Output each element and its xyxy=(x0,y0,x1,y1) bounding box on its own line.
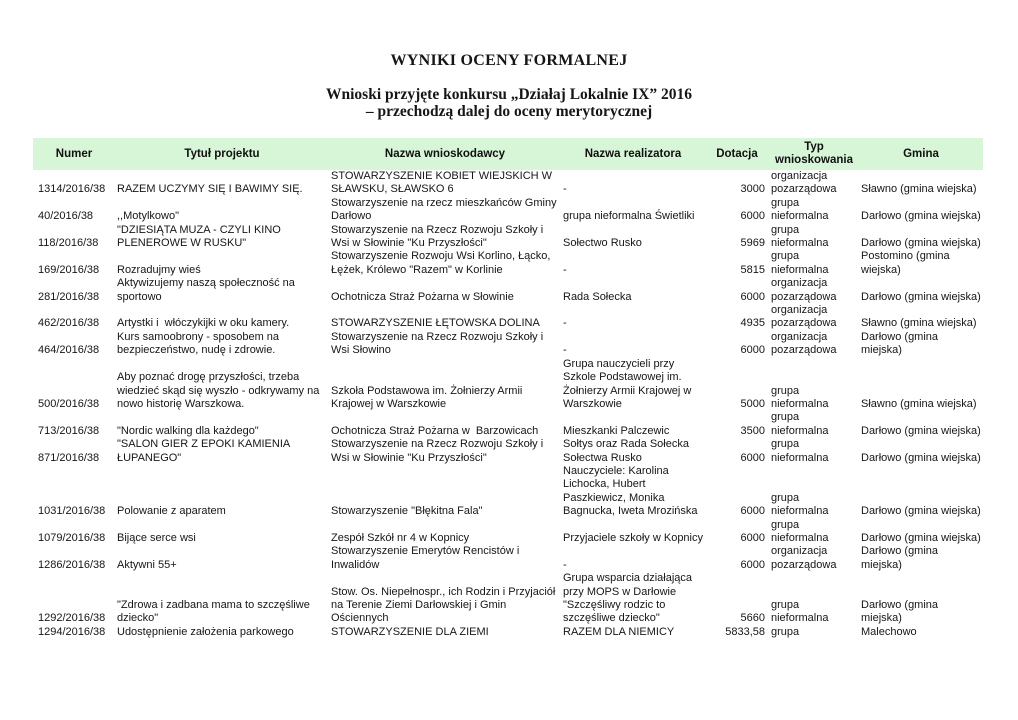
cell-implementer-name: Grupa wsparcia działająca przy MOPS w Darłowie "Szczęśliwy rodzic to szczęśliwe dziecko" xyxy=(563,572,696,625)
table-row xyxy=(33,170,983,197)
cell-municipality: Darłowo (gmina wiejska) xyxy=(861,451,981,464)
column-header-project-title: Tytuł projektu xyxy=(115,138,329,170)
cell-application-type: grupa xyxy=(771,625,800,638)
cell-applicant-name: Stowarzyszenie Emerytów Rencistów i Inwalidów xyxy=(331,545,523,571)
cell-grant-amount: 6000 xyxy=(740,344,765,357)
cell-grant-amount: 6000 xyxy=(740,451,765,464)
table-row xyxy=(33,411,983,438)
cell-applicant-name: STOWARZYSZENIE DLA ZIEMI xyxy=(331,625,489,638)
cell-municipality: Sławno (gmina wiejska) xyxy=(861,183,977,196)
cell-application-type: grupa nieformalna xyxy=(771,250,829,276)
cell-applicant-name: STOWARZYSZENIE ŁĘTOWSKA DOLINA xyxy=(331,317,540,330)
cell-numer: 871/2016/38 xyxy=(38,451,100,464)
cell-grant-amount: 5833,58 xyxy=(725,625,765,638)
table-row xyxy=(33,572,983,626)
cell-municipality: Darłowo (gmina wiejska) xyxy=(861,531,981,544)
table-row xyxy=(33,358,983,412)
cell-implementer-name: - xyxy=(563,183,567,196)
table-row xyxy=(33,545,983,572)
cell-project-title: Aktywizujemy naszą społeczność na sportowo xyxy=(117,277,298,303)
cell-municipality: Darłowo (gmina wiejska) xyxy=(861,424,981,437)
table-row xyxy=(33,197,983,224)
cell-grant-amount: 5000 xyxy=(740,397,765,410)
table-row xyxy=(33,626,983,639)
cell-implementer-name: Mieszkanki Palczewic xyxy=(563,424,670,437)
table-row xyxy=(33,250,983,277)
table-row xyxy=(33,277,983,304)
table-header-row xyxy=(33,138,983,170)
cell-implementer-name: - xyxy=(563,344,567,357)
cell-applicant-name: Zespół Szkół nr 4 w Kopnicy xyxy=(331,531,470,544)
cell-municipality: Darłowo (gmina wiejska) xyxy=(861,505,981,518)
cell-application-type: grupa nieformalna xyxy=(771,411,829,437)
column-header-application-type: Typ wnioskowania xyxy=(769,138,859,170)
cell-numer: 281/2016/38 xyxy=(38,290,100,303)
cell-numer: 118/2016/38 xyxy=(38,237,99,250)
cell-municipality: Malechowo xyxy=(861,625,917,638)
cell-grant-amount: 3000 xyxy=(740,183,765,196)
cell-project-title: "SALON GIER Z EPOKI KAMIENIA ŁUPANEGO" xyxy=(117,438,293,464)
cell-application-type: grupa nieformalna xyxy=(771,223,829,250)
cell-grant-amount: 3500 xyxy=(740,424,765,437)
column-header-municipality: Gmina xyxy=(859,138,983,170)
cell-applicant-name: Stowarzyszenie "Błękitna Fala" xyxy=(331,505,483,518)
table-row xyxy=(33,331,983,358)
cell-grant-amount: 5660 xyxy=(740,612,765,625)
cell-applicant-name: Ochotnicza Straż Pożarna w Słowinie xyxy=(331,290,514,303)
cell-implementer-name: Przyjaciele szkoły w Kopnicy xyxy=(563,531,703,544)
subtitle-line-1: Wnioski przyjęte konkursu „Działaj Lokalnie IX” 2016 xyxy=(325,86,692,103)
cell-applicant-name: STOWARZYSZENIE KOBIET WIEJSKICH W SŁAWSKU, SŁAWSKO 6 xyxy=(331,170,556,196)
cell-project-title: Bijące serce wsi xyxy=(117,531,196,544)
column-header-implementer-name: Nazwa realizatora xyxy=(561,138,705,170)
cell-numer: 462/2016/38 xyxy=(38,317,100,330)
subtitle-line-2: – przechodzą dalej do oceny merytorycznej xyxy=(365,103,653,120)
cell-implementer-name: Rada Sołecka xyxy=(563,290,632,303)
cell-implementer-name: grupa nieformalna Świetliki xyxy=(563,210,695,223)
cell-grant-amount: 6000 xyxy=(740,558,765,571)
cell-applicant-name: Szkoła Podstawowa im. Żołnierzy Armii Krajowej w Warszkowie xyxy=(331,384,526,410)
cell-applicant-name: Stowarzyszenie na Rzecz Rozwoju Szkoły i Wsi Słowino xyxy=(331,330,547,357)
cell-application-type: grupa nieformalna xyxy=(771,384,829,410)
table-row xyxy=(33,304,983,331)
cell-implementer-name: - xyxy=(563,317,567,330)
page-subtitle xyxy=(0,86,1018,120)
cell-application-type: organizacja pozarządowa xyxy=(771,304,837,330)
cell-numer: 40/2016/38 xyxy=(38,210,94,223)
cell-numer: 464/2016/38 xyxy=(38,344,100,357)
cell-municipality: Darłowo (gmina wiejska) xyxy=(861,290,981,303)
table-body xyxy=(33,170,983,639)
cell-numer: 1292/2016/38 xyxy=(38,612,106,625)
cell-numer: 713/2016/38 xyxy=(38,424,100,437)
cell-application-type: grupa nieformalna xyxy=(771,599,829,625)
cell-municipality: Darłowo (gmina wiejska) xyxy=(861,237,981,250)
table-row xyxy=(33,519,983,546)
cell-project-title: Kurs samoobrony - sposobem na bezpieczeństwo, nudę i zdrowie. xyxy=(117,330,283,357)
cell-application-type: grupa nieformalna xyxy=(771,196,829,223)
cell-application-type: grupa nieformalna xyxy=(771,438,829,464)
cell-application-type: organizacja pozarządowa xyxy=(771,330,837,357)
cell-project-title: RAZEM UCZYMY SIĘ I BAWIMY SIĘ. xyxy=(117,183,303,196)
cell-project-title: Aby poznać drogę przyszłości, trzeba wiedzieć skąd się wyszło - odkrywamy na nowo historię Warszkowa. xyxy=(117,371,323,410)
cell-implementer-name: Grupa nauczycieli przy Szkole Podstawowej im. Żołnierzy Armii Krajowej w Warszkowie xyxy=(563,357,695,410)
cell-numer: 1031/2016/38 xyxy=(38,505,106,518)
cell-project-title: "DZIESIĄTA MUZA - CZYLI KINO PLENEROWE W RUSKU" xyxy=(117,223,284,250)
table-row xyxy=(33,224,983,251)
cell-implementer-name: Sołtys oraz Rada Sołecka Sołectwa Rusko xyxy=(563,438,693,464)
cell-application-type: organizacja pozarządowa xyxy=(771,545,837,571)
cell-grant-amount: 4935 xyxy=(740,317,765,330)
cell-applicant-name: Stowarzyszenie na Rzecz Rozwoju Szkoły i Wsi w Słowinie "Ku Przyszłości" xyxy=(331,223,547,250)
cell-grant-amount: 6000 xyxy=(740,531,765,544)
cell-numer: 1079/2016/38 xyxy=(38,531,106,544)
cell-grant-amount: 6000 xyxy=(740,210,765,223)
cell-municipality: Darłowo (gmina miejska) xyxy=(861,545,942,571)
table-header xyxy=(33,138,983,170)
cell-grant-amount: 5969 xyxy=(740,237,765,250)
cell-project-title: "Zdrowa i zadbana mama to szczęśliwe dziecko" xyxy=(117,599,313,625)
cell-application-type: grupa nieformalna xyxy=(771,491,829,518)
results-table xyxy=(33,138,983,639)
cell-application-type: grupa nieformalna xyxy=(771,518,829,544)
cell-grant-amount: 6000 xyxy=(740,505,765,518)
cell-project-title: ,,Motylkowo" xyxy=(117,210,179,223)
cell-project-title: Artystki i włóczykijki w oku kamery. xyxy=(117,317,290,330)
cell-application-type: organizacja pozarządowa xyxy=(771,277,837,303)
cell-applicant-name: Stow. Os. Niepełnospr., ich Rodzin i Przyjaciół na Terenie Ziemi Darłowskiej i Gmin Ościennych xyxy=(331,585,559,625)
column-header-grant-amount: Dotacja xyxy=(705,138,769,170)
cell-implementer-name: Nauczyciele: Karolina Lichocka, Hubert Paszkiewicz, Monika Bagnucka, Iweta Mrozińska xyxy=(563,464,698,518)
cell-project-title: Rozradujmy wieś xyxy=(117,263,201,276)
table-row xyxy=(33,465,983,519)
cell-implementer-name: - xyxy=(563,558,567,571)
cell-project-title: Aktywni 55+ xyxy=(117,558,177,571)
cell-municipality: Darłowo (gmina miejska) xyxy=(861,330,942,357)
page-title: WYNIKI OCENY FORMALNEJ xyxy=(390,52,628,69)
cell-project-title: Polowanie z aparatem xyxy=(117,505,226,518)
cell-grant-amount: 5815 xyxy=(740,263,765,276)
cell-numer: 1294/2016/38 xyxy=(38,625,106,638)
cell-project-title: Udostępnienie założenia parkowego xyxy=(117,625,294,638)
cell-project-title: "Nordic walking dla każdego" xyxy=(117,424,259,437)
table-row xyxy=(33,438,983,465)
cell-numer: 500/2016/38 xyxy=(38,397,100,410)
cell-municipality: Darłowo (gmina miejska) xyxy=(861,599,942,625)
cell-numer: 1314/2016/38 xyxy=(38,183,106,196)
cell-implementer-name: RAZEM DLA NIEMICY xyxy=(563,625,675,638)
cell-application-type: organizacja pozarządowa xyxy=(771,170,837,196)
cell-grant-amount: 6000 xyxy=(740,290,765,303)
cell-implementer-name: - xyxy=(563,263,567,276)
cell-applicant-name: Ochotnicza Straż Pożarna w Barzowicach xyxy=(331,424,539,437)
column-header-applicant-name: Nazwa wnioskodawcy xyxy=(329,138,561,170)
cell-implementer-name: Sołectwo Rusko xyxy=(563,237,642,250)
cell-municipality: Sławno (gmina wiejska) xyxy=(861,397,977,410)
cell-applicant-name: Stowarzyszenie na Rzecz Rozwoju Szkoły i Wsi w Słowinie "Ku Przyszłości" xyxy=(331,438,547,464)
column-header-numer: Numer xyxy=(33,138,115,170)
cell-municipality: Postomino (gmina wiejska) xyxy=(861,250,953,276)
cell-municipality: Darłowo (gmina wiejska) xyxy=(861,210,981,223)
cell-applicant-name: Stowarzyszenie na rzecz mieszkańców Gminy Darłowo xyxy=(331,196,560,223)
cell-municipality: Sławno (gmina wiejska) xyxy=(861,317,977,330)
cell-applicant-name: Stowarzyszenie Rozwoju Wsi Korlino, Łącko, Łężek, Królewo "Razem" w Korlinie xyxy=(331,250,554,276)
cell-numer: 1286/2016/38 xyxy=(38,558,106,571)
cell-numer: 169/2016/38 xyxy=(38,263,100,276)
